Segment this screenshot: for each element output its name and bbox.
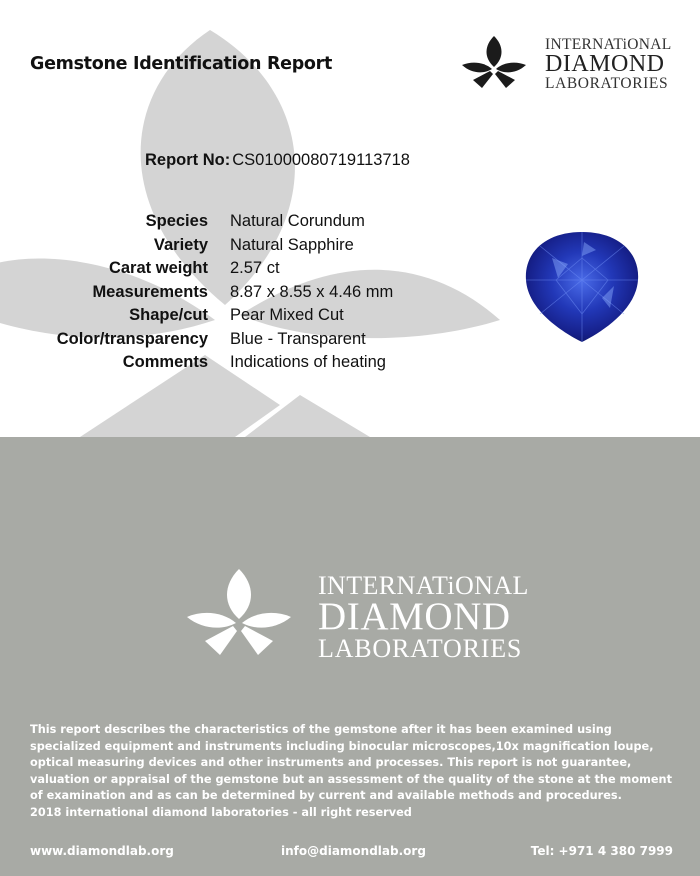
field-label: Shape/cut xyxy=(129,306,208,324)
field-label: Comments xyxy=(122,353,208,371)
disclaimer-body: This report describes the characteristics of the gemstone after it has been examined using specialized equipment and instruments including binocular microscopes,10x magnification loupe, optical measuring devices and other instruments and processes. This report is not guarantee, valuation or appraisal of the gemstone but an assessment of the quality of the stone at the moment of examination and as can be determined by current and available methods and procedures. xyxy=(30,723,672,802)
field-value: 8.87 x 8.55 x 4.46 mm xyxy=(230,282,394,301)
logo-line-diamond: DIAMOND xyxy=(318,595,511,638)
email-link[interactable]: info@diamondlab.org xyxy=(281,844,426,858)
company-logo-large xyxy=(185,567,529,667)
field-value: Indications of heating xyxy=(230,353,386,371)
field-label: Measurements xyxy=(92,282,208,301)
report-number-value: CS01000080719113718 xyxy=(232,151,410,169)
copyright-notice: 2018 international diamond laboratories - all right reserved xyxy=(30,805,412,819)
field-label: Carat weight xyxy=(108,259,208,277)
field-label: Variety xyxy=(153,235,208,254)
field-row-color-transparency xyxy=(0,330,520,353)
website-link[interactable]: www.diamondlab.org xyxy=(30,844,174,858)
report-number-label: Report No: xyxy=(145,151,231,169)
field-row-measurements xyxy=(0,283,520,306)
logo-line-laboratories: LABORATORIES xyxy=(318,634,523,663)
field-row-comments xyxy=(0,353,520,376)
report-card-top xyxy=(0,0,700,437)
sapphire-gem-image xyxy=(522,228,642,346)
report-title: Gemstone Identification Report xyxy=(30,54,333,74)
field-value: Pear Mixed Cut xyxy=(230,306,344,324)
leaf-logo-icon xyxy=(460,34,528,92)
field-value: 2.57 ct xyxy=(230,259,280,277)
field-label: Species xyxy=(145,212,208,230)
disclaimer-text xyxy=(30,722,675,821)
logo-line-laboratories: LABORATORIES xyxy=(545,75,669,92)
field-label: Color/transparency xyxy=(56,329,208,348)
field-row-species xyxy=(0,212,520,235)
field-value: Natural Sapphire xyxy=(230,235,354,254)
logo-line-international: INTERNATiONAL xyxy=(545,36,672,53)
report-number xyxy=(145,151,410,170)
logo-line-diamond: DIAMOND xyxy=(545,51,665,77)
contact-footer xyxy=(30,844,675,862)
field-row-variety xyxy=(0,236,520,259)
company-logo xyxy=(460,32,680,92)
field-value: Natural Corundum xyxy=(230,212,365,230)
logo-line-international: INTERNATiONAL xyxy=(318,571,529,600)
report-card-bottom xyxy=(0,437,700,876)
field-row-carat-weight xyxy=(0,259,520,282)
leaf-logo-icon xyxy=(185,567,295,659)
field-value: Blue - Transparent xyxy=(230,329,366,348)
phone-number: Tel: +971 4 380 7999 xyxy=(530,844,673,858)
field-row-shape-cut xyxy=(0,306,520,329)
